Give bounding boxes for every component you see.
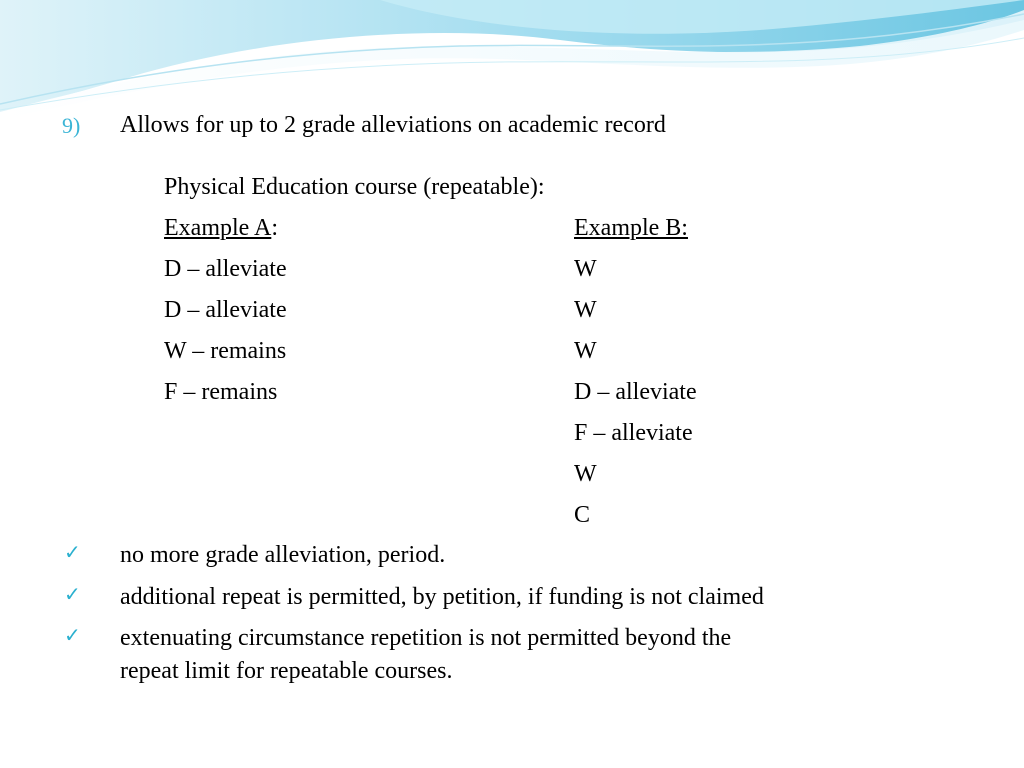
item-text: Allows for up to 2 grade alleviations on academic record (120, 112, 666, 138)
example-b-row: W (574, 461, 597, 487)
example-a-heading-label: Example A (164, 215, 272, 241)
example-b-row: W (574, 256, 597, 282)
example-a-row: W – remains (164, 338, 287, 364)
example-a-heading-suffix: : (271, 215, 278, 241)
example-a-heading (164, 213, 278, 243)
example-a-row: D – alleviate (164, 256, 287, 282)
example-b-row: W (574, 297, 597, 323)
example-b-row: F – alleviate (574, 420, 693, 446)
check-item: extenuating circumstance repetition is not permitted beyond the (120, 625, 732, 651)
checkmark-icon: ✓ (64, 584, 81, 606)
example-b-heading: Example B: (574, 215, 688, 241)
check-item: additional repeat is permitted, by petition, if funding is not claimed (120, 584, 764, 610)
example-b-row: C (574, 502, 591, 528)
example-b-row: W (574, 338, 597, 364)
check-item-continuation: repeat limit for repeatable courses. (120, 658, 453, 684)
example-a-row: F – remains (164, 379, 278, 405)
subheading: Physical Education course (repeatable): (164, 174, 545, 200)
item-number: 9) (62, 113, 81, 138)
check-item: no more grade alleviation, period. (120, 542, 446, 568)
checkmark-icon: ✓ (64, 542, 81, 564)
example-b-row: D – alleviate (574, 379, 697, 405)
example-a-row: D – alleviate (164, 297, 287, 323)
checkmark-icon: ✓ (64, 625, 81, 647)
